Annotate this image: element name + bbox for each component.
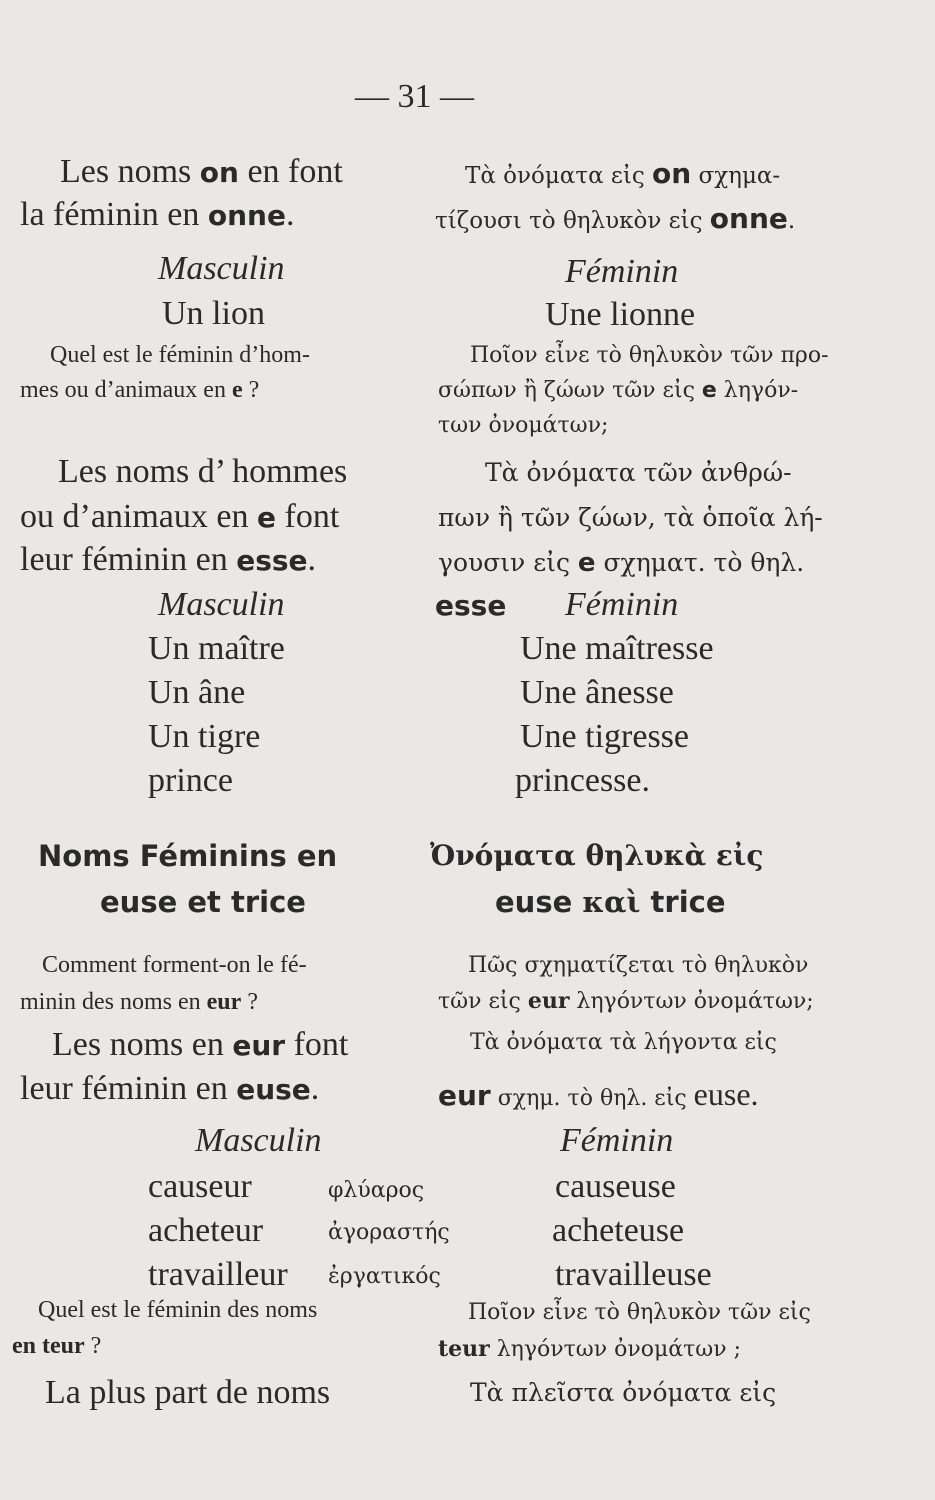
fr-question-e-line1: Quel est le féminin d’hom-: [50, 342, 310, 368]
gr-esse-rule-line2: πων ἢ τῶν ζώων, τὰ ὁποῖα λή-: [438, 503, 823, 532]
gr-question-eur-line1: Πῶς σχηματίζεται τὸ θηλυκὸν: [468, 953, 809, 978]
gr-feminin-label-3: Féminin: [560, 1122, 674, 1159]
gr-fem-item: Une tigresse: [520, 718, 690, 755]
fr-masc-item: Un maître: [148, 630, 285, 667]
fr-masculin-label-2: Masculin: [158, 586, 285, 623]
fr-eur-masc-item: acheteur: [148, 1212, 264, 1249]
fr-section-title-line1: Noms Féminins en: [38, 839, 338, 873]
fr-masc-item: prince: [148, 762, 233, 799]
gr-une-lionne: Une lionne: [545, 296, 696, 333]
fr-section-title-line2: euse et trice: [100, 885, 306, 919]
fr-question-teur-line1: Quel est le féminin des noms: [38, 1297, 318, 1323]
fr-question-eur-line2: minin des noms en eur ?: [20, 989, 258, 1015]
fr-eur-rule-line1: Les noms en eur font: [52, 1026, 349, 1063]
fr-onne-rule-line2: la féminin en onne.: [20, 196, 295, 233]
gr-eur-fem-item: causeuse: [555, 1168, 676, 1205]
gr-gloss: φλύαρος: [328, 1178, 425, 1203]
fr-masculin-label-3: Masculin: [195, 1122, 322, 1159]
gr-fem-item: princesse.: [515, 762, 651, 799]
fr-question-teur-line2: en teur ?: [12, 1333, 102, 1359]
fr-esse-rule-line2: ou d’animaux en e font: [20, 498, 340, 535]
gr-eur-fem-item: travailleuse: [555, 1256, 712, 1293]
gr-eur-fem-item: acheteuse: [552, 1212, 685, 1249]
fr-masc-item: Un tigre: [148, 718, 261, 755]
gr-question-e-line1: Ποῖον εἶνε τὸ θηλυκὸν τῶν προ-: [470, 343, 829, 368]
gr-question-e-line2: σώπων ἢ ζώων τῶν εἰς e ληγόν-: [438, 378, 799, 403]
gr-fem-item: Une maîtresse: [520, 630, 714, 667]
fr-question-eur-line1: Comment forment-on le fé-: [42, 952, 307, 978]
gr-last-line: Τὰ πλεῖστα ὀνόματα εἰς: [470, 1378, 777, 1407]
gr-question-e-line3: των ὀνομάτων;: [438, 413, 609, 438]
gr-feminin-label-2: Féminin: [565, 586, 679, 623]
gr-eur-rule-line1: Τὰ ὀνόματα τὰ λήγοντα εἰς: [470, 1030, 777, 1055]
fr-esse-rule-line1: Les noms d’ hommes: [58, 453, 348, 490]
gr-section-title-line2: euse καὶ trice: [495, 885, 726, 919]
gr-question-teur-line1: Ποῖον εἶνε τὸ θηλυκὸν τῶν εἰς: [468, 1300, 811, 1325]
gr-esse-rule-line3: γουσιν εἰς e σχηματ. τὸ θηλ.: [438, 548, 805, 578]
gr-question-teur-line2: teur ληγόντων ὀνομάτων ;: [438, 1336, 742, 1362]
gr-onne-rule-line1: Τὰ ὀνόματα εἰς on σχημα-: [465, 157, 781, 190]
gr-gloss: ἀγοραστής: [328, 1220, 450, 1245]
gr-gloss: ἐργατικός: [328, 1264, 441, 1289]
gr-esse-word: esse: [435, 589, 507, 622]
gr-esse-rule-line1: Τὰ ὀνόματα τῶν ἀνθρώ-: [485, 458, 792, 487]
fr-question-e-line2: mes ou d’animaux en e ?: [20, 377, 260, 403]
fr-masculin-label-1: Masculin: [158, 250, 285, 287]
fr-masc-item: Un âne: [148, 674, 246, 711]
fr-eur-masc-item: travailleur: [148, 1256, 288, 1293]
fr-onne-rule-line1: Les noms on en font: [60, 153, 343, 190]
page-number: — 31 —: [355, 78, 474, 115]
gr-section-title-line1: Ὀνόματα θηλυκὰ εἰς: [430, 839, 764, 872]
fr-eur-masc-item: causeur: [148, 1168, 252, 1205]
gr-question-eur-line2: τῶν εἰς eur ληγόντων ὀνομάτων;: [438, 988, 814, 1014]
fr-last-line: La plus part de noms: [45, 1374, 331, 1411]
fr-eur-rule-line2: leur féminin en euse.: [20, 1070, 320, 1107]
gr-onne-rule-line2: τίζουσι τὸ θηλυκὸν εἰς onne.: [435, 202, 796, 235]
gr-fem-item: Une ânesse: [520, 674, 674, 711]
fr-un-lion: Un lion: [162, 295, 265, 332]
fr-esse-rule-line3: leur féminin en esse.: [20, 541, 317, 578]
gr-eur-rule-line2: eur σχημ. τὸ θηλ. εἰς euse.: [438, 1076, 759, 1112]
gr-feminin-label-1: Féminin: [565, 253, 679, 290]
